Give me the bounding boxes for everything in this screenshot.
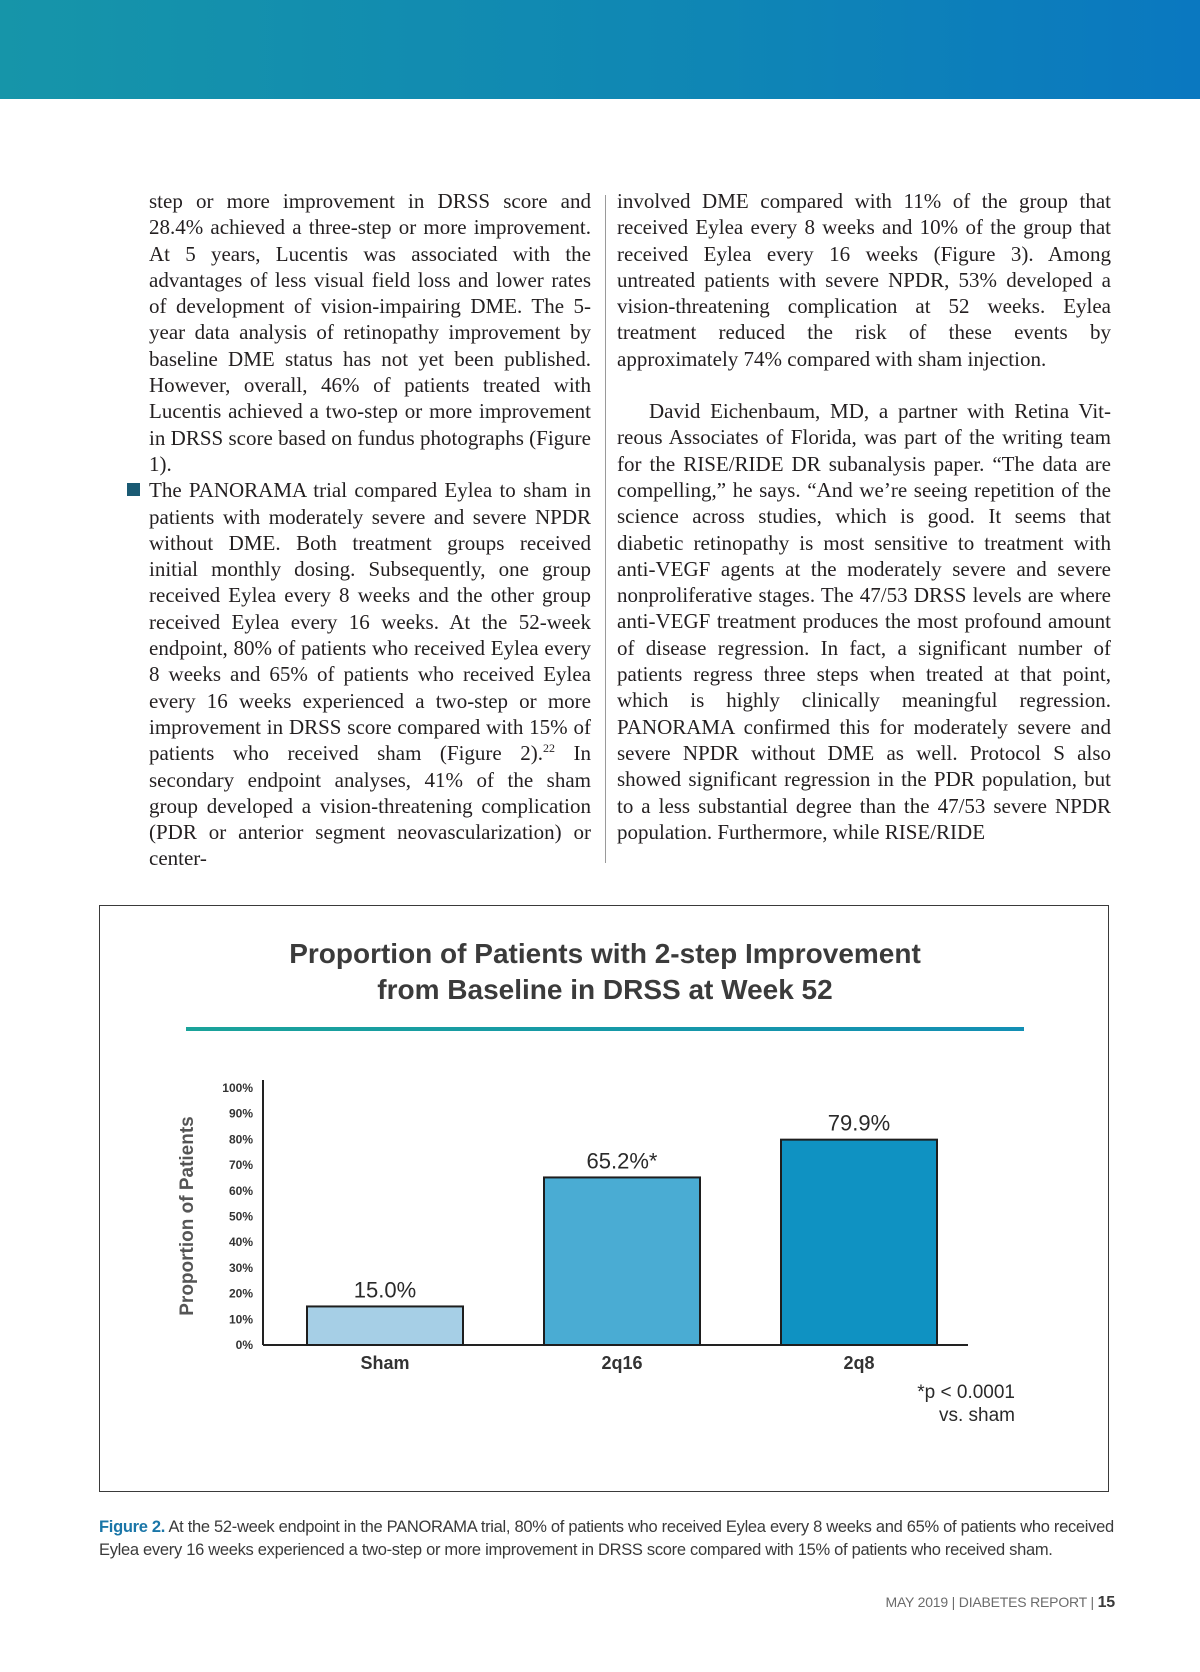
right-paragraph-1: involved DME compared with 11% of the group that received Eylea every 8 weeks and 10% of the group that received Eylea every 16 weeks (Figure 3). Among untreated patients with severe NPDR, 53% developed a vision-threatening complication at 52 weeks. Eylea treatment reduced the risk of these events by approximately 74% compared with sham injection. [617,189,1111,371]
y-tick-label: 90% [228,1106,253,1121]
figure-2-box [99,905,1109,1492]
paragraph-gap [617,372,1111,398]
data-label: 79.9% [827,1110,891,1136]
x-tick-label: 2q8 [843,1353,875,1373]
x-tick-label: 2q16 [601,1353,643,1373]
chart-footnote-line-1: *p < 0.0001 [917,1382,1015,1403]
chart-title-line-2: from Baseline in DRSS at Week 52 [377,974,833,1005]
bar-chart [100,906,1110,1493]
chart-title-line-1: Proportion of Patients with 2-step Improvement [289,938,921,969]
chart-footnote-line-2: vs. sham [938,1405,1015,1426]
y-tick-label: 40% [228,1235,253,1250]
caption-label: Figure 2. [99,1518,166,1536]
page-footer: MAY 2019 | DIABETES REPORT | 15 [885,1594,1115,1611]
data-label: 65.2%* [586,1148,658,1174]
data-label: 15.0% [353,1277,417,1303]
figure-caption [99,1516,1119,1562]
y-tick-label: 20% [228,1286,253,1301]
right-paragraph-2: David Eichenbaum, MD, a partner with Retina Vitreous Associates of Florida, was part of the writing team for the RISE/RIDE DR subanalysis paper. “The data are compelling,” he says. “And we’re seeing repetition of the science across studies, which is good. It seems that diabetic retinopathy is most sensitive to treatment with anti-VEGF agents at the moderately severe and severe nonproliferative stages. The 47/53 DRSS levels are where anti-VEGF treatment produces the most profound amount of disease regression. In fact, a significant number of patients regress three steps when treated at that point, which is highly clinically meaningful regression. PANORAMA confirmed this for moderately severe and severe NPDR without DME as well. Protocol S also showed significant regression in the PDR population, but to a less substantial degree than the 47/53 severe NPDR population. Furthermore, while RISE/RIDE [617,399,1111,844]
bullet-paragraph-panorama [149,477,591,871]
y-tick-label: 70% [228,1158,253,1173]
right-column [617,188,1111,845]
y-axis-label: Proportion of Patients [177,1116,198,1316]
footer-publication: DIABETES REPORT [958,1594,1087,1610]
bar-2q16 [544,1177,700,1345]
y-tick-label: 10% [228,1312,253,1327]
y-tick-label: 0% [235,1338,253,1352]
y-tick-label: 100% [222,1081,253,1095]
reference-superscript: 22 [543,741,555,756]
page-number: 15 [1097,1594,1115,1611]
column-divider [605,195,606,863]
y-tick-label: 30% [228,1260,253,1275]
bullet-square-icon [127,483,140,496]
y-tick-label: 60% [228,1183,253,1198]
left-column [149,188,591,872]
y-tick-label: 50% [228,1209,253,1224]
panorama-text: The PANORAMA trial compared Eylea to sham in patients with moderately severe and severe NPDR without DME. Both treatment groups received initial monthly dosing. Subsequently, one group received Eylea every 8 weeks and the other group received Eylea every 16 weeks. At the 52-week endpoint, 80% of patients who received Eylea every 8 weeks and 65% of patients who received Eylea every 16 weeks experienced a two-step or more improvement in DRSS score compared with 15% of patients who received sham (Figure 2). [149,478,591,766]
caption-text: At the 52-week endpoint in the PANORAMA trial, 80% of patients who received Eylea every 8 weeks and 65% of patients who received Eylea every 16 weeks experienced a two-step or more improvement in DRSS score compared with 15% of patients who received sham. [99,1518,1114,1559]
header-band [0,0,1200,99]
bar-2q8 [781,1140,937,1345]
bar-sham [307,1306,463,1345]
y-tick-label: 80% [228,1132,253,1147]
left-paragraph-1: step or more improvement in DRSS score and 28.4% achieved a three-step or more improvement. At 5 years, Lucentis was associated with the advantages of less visual field loss and lower rates of development of vision-impairing DME. The 5-year data analysis of retinopathy improvement by baseline DME status has not yet been published. However, overall, 46% of patients treated with Lucentis achieved a two-step or more improvement in DRSS score based on fundus photographs (Figure 1). [149,189,591,476]
footer-issue: MAY 2019 [885,1594,948,1610]
x-tick-label: Sham [360,1353,410,1373]
panorama-text-tail: In secondary endpoint analyses, 41% of the sham group developed a vision-threatening complication (PDR or anterior segment neovascularization) or center- [149,741,591,871]
